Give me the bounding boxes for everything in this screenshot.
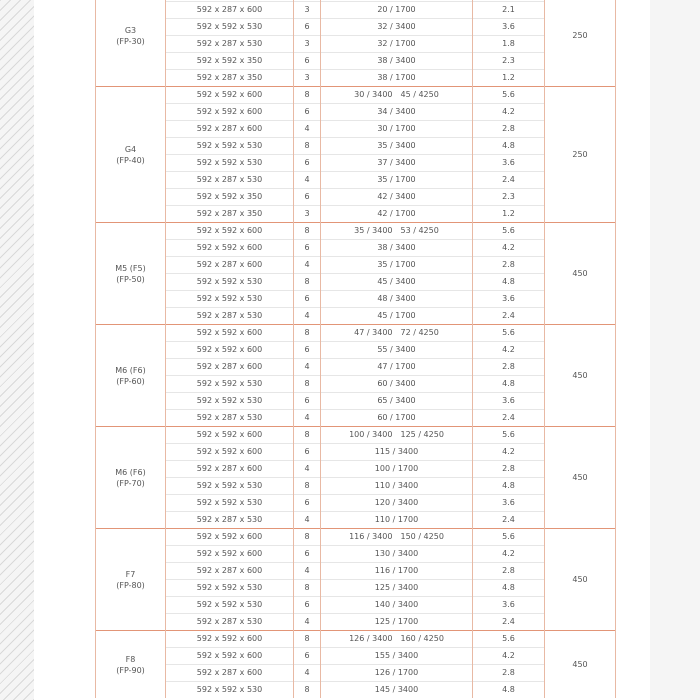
table-row [96, 308, 616, 325]
filter-class-cell [96, 87, 166, 223]
filter-spec-table [95, 0, 616, 698]
size-cell: 592 x 287 x 600 [166, 2, 294, 19]
pockets-cell: 4 [294, 461, 321, 478]
size-cell: 592 x 287 x 600 [166, 257, 294, 274]
table-row [96, 529, 616, 546]
airflow-cell: 32 / 1700 [321, 36, 473, 53]
size-cell: 592 x 287 x 530 [166, 512, 294, 529]
filter-class-name: M5 (F5) [115, 263, 146, 273]
size-cell: 592 x 592 x 600 [166, 631, 294, 648]
size-cell: 592 x 592 x 600 [166, 342, 294, 359]
table-row [96, 444, 616, 461]
airflow-cell: 120 / 3400 [321, 495, 473, 512]
filter-area-cell: 2.4 [473, 614, 545, 631]
airflow-cell: 45 / 3400 [321, 274, 473, 291]
airflow-cell: 155 / 3400 [321, 648, 473, 665]
airflow-cell: 38 / 1700 [321, 70, 473, 87]
table-row [96, 19, 616, 36]
size-cell: 592 x 287 x 350 [166, 70, 294, 87]
filter-area-cell: 5.6 [473, 223, 545, 240]
pockets-cell: 4 [294, 121, 321, 138]
filter-class-cell [96, 427, 166, 529]
final-pressure-cell: 450 [545, 631, 616, 699]
filter-area-cell: 3.6 [473, 597, 545, 614]
filter-area-cell: 2.8 [473, 257, 545, 274]
airflow-cell: 100 / 1700 [321, 461, 473, 478]
size-cell: 592 x 287 x 530 [166, 410, 294, 427]
filter-area-cell: 4.8 [473, 478, 545, 495]
pockets-cell: 6 [294, 155, 321, 172]
table-row [96, 631, 616, 648]
filter-class-name: F8 [125, 654, 136, 664]
final-pressure-cell: 450 [545, 529, 616, 631]
table-row [96, 121, 616, 138]
table-row [96, 682, 616, 699]
pockets-cell: 6 [294, 546, 321, 563]
filter-model-code: (FP-70) [116, 478, 145, 488]
size-cell: 592 x 592 x 600 [166, 104, 294, 121]
filter-area-cell: 4.2 [473, 444, 545, 461]
size-cell: 592 x 592 x 600 [166, 325, 294, 342]
filter-area-cell: 4.2 [473, 342, 545, 359]
airflow-cell: 20 / 1700 [321, 2, 473, 19]
filter-area-cell: 2.8 [473, 359, 545, 376]
filter-area-cell: 2.4 [473, 172, 545, 189]
filter-area-cell: 4.2 [473, 648, 545, 665]
table-row [96, 274, 616, 291]
pockets-cell: 3 [294, 2, 321, 19]
filter-area-cell: 2.1 [473, 2, 545, 19]
size-cell: 592 x 592 x 350 [166, 189, 294, 206]
filter-class-cell [96, 0, 166, 87]
filter-class-name: M6 (F6) [115, 467, 146, 477]
airflow-cell [321, 223, 473, 240]
table-row [96, 206, 616, 223]
filter-class-cell [96, 529, 166, 631]
airflow-cell: 110 / 1700 [321, 512, 473, 529]
filter-area-cell: 4.2 [473, 240, 545, 257]
filter-area-cell: 2.3 [473, 189, 545, 206]
airflow-cell: 37 / 3400 [321, 155, 473, 172]
pockets-cell: 6 [294, 648, 321, 665]
size-cell: 592 x 592 x 530 [166, 580, 294, 597]
size-cell: 592 x 287 x 530 [166, 172, 294, 189]
airflow-cell: 30 / 1700 [321, 121, 473, 138]
size-cell: 592 x 592 x 530 [166, 478, 294, 495]
size-cell: 592 x 287 x 530 [166, 614, 294, 631]
airflow-value: 160 / 4250 [400, 634, 444, 643]
filter-area-cell: 2.8 [473, 665, 545, 682]
size-cell: 592 x 287 x 600 [166, 359, 294, 376]
airflow-cell: 110 / 3400 [321, 478, 473, 495]
pockets-cell: 8 [294, 325, 321, 342]
table-row [96, 597, 616, 614]
airflow-value: 116 / 3400 [349, 532, 393, 541]
airflow-cell: 116 / 1700 [321, 563, 473, 580]
table-row [96, 580, 616, 597]
table-row [96, 104, 616, 121]
size-cell: 592 x 592 x 600 [166, 529, 294, 546]
airflow-cell [321, 529, 473, 546]
pockets-cell: 4 [294, 614, 321, 631]
airflow-cell: 47 / 1700 [321, 359, 473, 376]
pockets-cell: 8 [294, 427, 321, 444]
table-row [96, 36, 616, 53]
table-row [96, 393, 616, 410]
filter-class-cell [96, 223, 166, 325]
size-cell: 592 x 592 x 530 [166, 138, 294, 155]
airflow-value: 47 / 3400 [354, 328, 393, 337]
size-cell: 592 x 592 x 530 [166, 291, 294, 308]
airflow-cell: 115 / 3400 [321, 444, 473, 461]
pockets-cell: 8 [294, 529, 321, 546]
filter-area-cell: 4.8 [473, 580, 545, 597]
table-row [96, 495, 616, 512]
size-cell: 592 x 592 x 600 [166, 648, 294, 665]
airflow-cell: 45 / 1700 [321, 308, 473, 325]
pockets-cell: 6 [294, 495, 321, 512]
pockets-cell: 4 [294, 563, 321, 580]
airflow-value: 100 / 3400 [349, 430, 393, 439]
filter-class-name: F7 [125, 569, 136, 579]
airflow-cell: 140 / 3400 [321, 597, 473, 614]
airflow-cell: 55 / 3400 [321, 342, 473, 359]
pockets-cell: 4 [294, 257, 321, 274]
pockets-cell: 8 [294, 478, 321, 495]
table-row [96, 478, 616, 495]
airflow-cell [321, 325, 473, 342]
filter-area-cell: 3.6 [473, 495, 545, 512]
filter-area-cell: 1.2 [473, 206, 545, 223]
table-row [96, 342, 616, 359]
filter-class-cell [96, 631, 166, 699]
size-cell: 592 x 592 x 530 [166, 274, 294, 291]
pockets-cell: 4 [294, 308, 321, 325]
filter-model-code: (FP-90) [116, 665, 145, 675]
final-pressure-cell: 450 [545, 223, 616, 325]
airflow-value: 125 / 4250 [400, 430, 444, 439]
table-row [96, 2, 616, 19]
pockets-cell: 6 [294, 240, 321, 257]
pockets-cell: 6 [294, 53, 321, 70]
table-row [96, 257, 616, 274]
size-cell: 592 x 592 x 600 [166, 87, 294, 104]
airflow-cell: 145 / 3400 [321, 682, 473, 699]
filter-class-cell [96, 325, 166, 427]
pockets-cell: 3 [294, 206, 321, 223]
table-row [96, 427, 616, 444]
airflow-cell: 38 / 3400 [321, 240, 473, 257]
filter-area-cell: 2.8 [473, 563, 545, 580]
table-row [96, 410, 616, 427]
filter-model-code: (FP-60) [116, 376, 145, 386]
airflow-cell: 42 / 1700 [321, 206, 473, 223]
filter-area-cell: 2.8 [473, 121, 545, 138]
airflow-cell: 35 / 3400 [321, 138, 473, 155]
table-row [96, 461, 616, 478]
filter-area-cell: 4.8 [473, 274, 545, 291]
airflow-value: 45 / 4250 [400, 90, 439, 99]
filter-model-code: (FP-30) [116, 36, 145, 46]
size-cell: 592 x 592 x 530 [166, 495, 294, 512]
size-cell: 592 x 592 x 530 [166, 155, 294, 172]
airflow-cell: 48 / 3400 [321, 291, 473, 308]
size-cell: 592 x 287 x 600 [166, 461, 294, 478]
pockets-cell: 6 [294, 444, 321, 461]
table-row [96, 614, 616, 631]
airflow-cell: 38 / 3400 [321, 53, 473, 70]
final-pressure-cell: 450 [545, 325, 616, 427]
airflow-cell [321, 631, 473, 648]
size-cell: 592 x 287 x 350 [166, 206, 294, 223]
airflow-cell: 65 / 3400 [321, 393, 473, 410]
filter-area-cell: 4.8 [473, 682, 545, 699]
pockets-cell: 6 [294, 393, 321, 410]
filter-model-code: (FP-40) [116, 155, 145, 165]
airflow-cell [321, 427, 473, 444]
table-body [96, 0, 616, 698]
filter-area-cell: 5.6 [473, 87, 545, 104]
airflow-cell: 35 / 1700 [321, 257, 473, 274]
size-cell: 592 x 592 x 600 [166, 444, 294, 461]
final-pressure-cell: 450 [545, 427, 616, 529]
table-row [96, 70, 616, 87]
airflow-value: 30 / 3400 [354, 90, 393, 99]
airflow-cell: 126 / 1700 [321, 665, 473, 682]
table-row [96, 223, 616, 240]
pockets-cell: 8 [294, 682, 321, 699]
airflow-cell: 60 / 3400 [321, 376, 473, 393]
pockets-cell: 8 [294, 223, 321, 240]
pockets-cell: 6 [294, 19, 321, 36]
airflow-value: 53 / 4250 [400, 226, 439, 235]
filter-area-cell: 4.8 [473, 138, 545, 155]
pockets-cell: 4 [294, 359, 321, 376]
airflow-cell: 32 / 3400 [321, 19, 473, 36]
filter-area-cell: 2.4 [473, 512, 545, 529]
airflow-value: 35 / 3400 [354, 226, 393, 235]
pockets-cell: 8 [294, 580, 321, 597]
pockets-cell: 4 [294, 172, 321, 189]
filter-area-cell: 2.4 [473, 410, 545, 427]
pockets-cell: 4 [294, 512, 321, 529]
airflow-value: 126 / 3400 [349, 634, 393, 643]
table-row [96, 240, 616, 257]
filter-area-cell: 3.6 [473, 291, 545, 308]
size-cell: 592 x 287 x 600 [166, 121, 294, 138]
table-row [96, 189, 616, 206]
filter-area-cell: 3.6 [473, 393, 545, 410]
filter-area-cell: 4.2 [473, 104, 545, 121]
pockets-cell: 8 [294, 274, 321, 291]
size-cell: 592 x 592 x 530 [166, 682, 294, 699]
size-cell: 592 x 592 x 530 [166, 19, 294, 36]
airflow-cell: 60 / 1700 [321, 410, 473, 427]
pockets-cell: 6 [294, 291, 321, 308]
size-cell: 592 x 592 x 600 [166, 240, 294, 257]
filter-area-cell: 4.8 [473, 376, 545, 393]
filter-model-code: (FP-50) [116, 274, 145, 284]
filter-area-cell: 3.6 [473, 155, 545, 172]
table-row [96, 155, 616, 172]
pockets-cell: 8 [294, 631, 321, 648]
size-cell: 592 x 592 x 350 [166, 53, 294, 70]
size-cell: 592 x 592 x 530 [166, 597, 294, 614]
filter-area-cell: 4.2 [473, 546, 545, 563]
airflow-cell: 125 / 3400 [321, 580, 473, 597]
filter-area-cell: 2.3 [473, 53, 545, 70]
table-row [96, 325, 616, 342]
airflow-cell: 125 / 1700 [321, 614, 473, 631]
content-panel [34, 0, 650, 700]
filter-area-cell: 2.4 [473, 308, 545, 325]
pockets-cell: 6 [294, 342, 321, 359]
pockets-cell: 8 [294, 138, 321, 155]
pockets-cell: 6 [294, 104, 321, 121]
size-cell: 592 x 287 x 600 [166, 665, 294, 682]
table-row [96, 563, 616, 580]
filter-area-cell: 1.8 [473, 36, 545, 53]
table-row [96, 512, 616, 529]
size-cell: 592 x 592 x 600 [166, 546, 294, 563]
airflow-value: 150 / 4250 [400, 532, 444, 541]
pockets-cell: 4 [294, 665, 321, 682]
table-row [96, 648, 616, 665]
pockets-cell: 4 [294, 410, 321, 427]
pockets-cell: 8 [294, 87, 321, 104]
filter-area-cell: 2.8 [473, 461, 545, 478]
size-cell: 592 x 287 x 600 [166, 563, 294, 580]
filter-area-cell: 5.6 [473, 427, 545, 444]
filter-area-cell: 1.2 [473, 70, 545, 87]
filter-area-cell: 5.6 [473, 325, 545, 342]
pockets-cell: 6 [294, 597, 321, 614]
filter-area-cell: 5.6 [473, 631, 545, 648]
pockets-cell: 6 [294, 189, 321, 206]
filter-model-code: (FP-80) [116, 580, 145, 590]
airflow-value: 72 / 4250 [400, 328, 439, 337]
size-cell: 592 x 287 x 530 [166, 36, 294, 53]
final-pressure-cell: 250 [545, 0, 616, 87]
filter-class-name: G4 [124, 144, 137, 154]
filter-class-name: M6 (F6) [115, 365, 146, 375]
airflow-cell [321, 87, 473, 104]
size-cell: 592 x 592 x 530 [166, 376, 294, 393]
size-cell: 592 x 287 x 530 [166, 308, 294, 325]
airflow-cell: 42 / 3400 [321, 189, 473, 206]
filter-area-cell: 5.6 [473, 529, 545, 546]
table-row [96, 291, 616, 308]
airflow-cell: 130 / 3400 [321, 546, 473, 563]
pockets-cell: 8 [294, 376, 321, 393]
table-row [96, 359, 616, 376]
table-row [96, 138, 616, 155]
airflow-cell: 35 / 1700 [321, 172, 473, 189]
table-row [96, 53, 616, 70]
table-row [96, 87, 616, 104]
pockets-cell: 3 [294, 36, 321, 53]
size-cell: 592 x 592 x 600 [166, 223, 294, 240]
table-row [96, 546, 616, 563]
filter-area-cell: 3.6 [473, 19, 545, 36]
table-row [96, 665, 616, 682]
size-cell: 592 x 592 x 530 [166, 393, 294, 410]
size-cell: 592 x 592 x 600 [166, 427, 294, 444]
filter-class-name: G3 [124, 25, 137, 35]
pockets-cell: 3 [294, 70, 321, 87]
final-pressure-cell: 250 [545, 87, 616, 223]
table-row [96, 172, 616, 189]
airflow-cell: 34 / 3400 [321, 104, 473, 121]
table-row [96, 376, 616, 393]
